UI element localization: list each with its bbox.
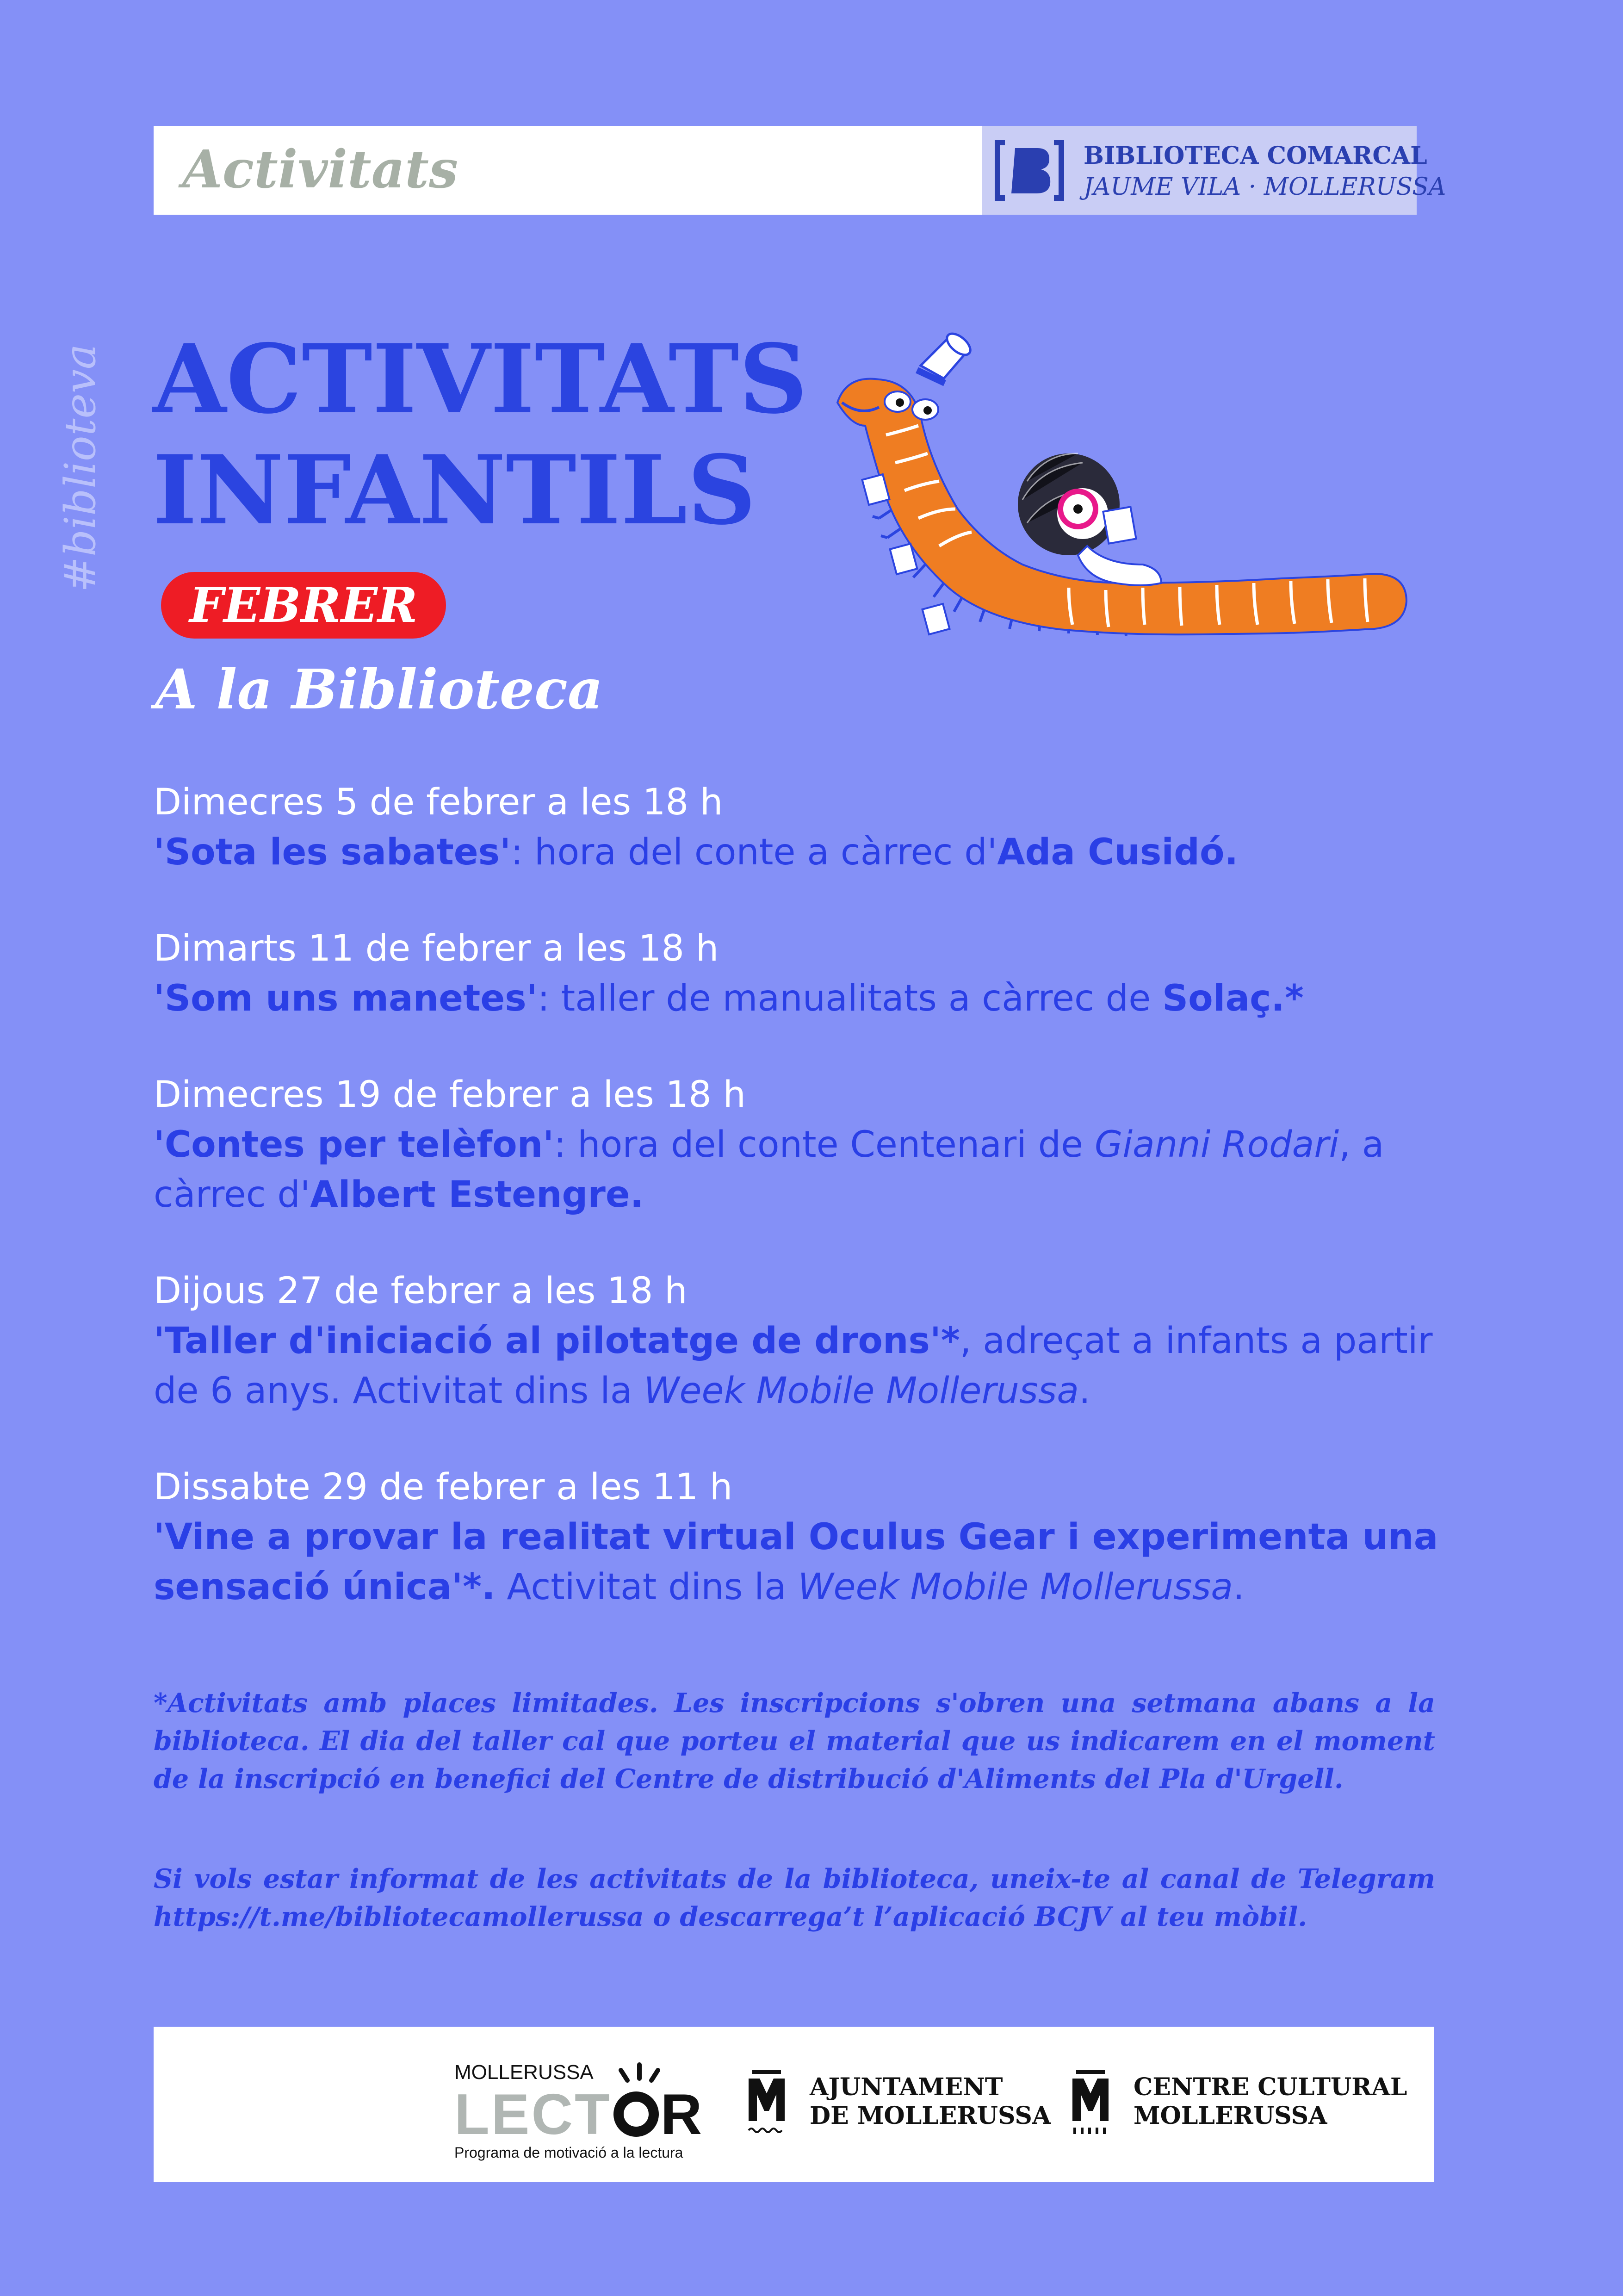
library-name-line2: JAUME VILA · MOLLERUSSA <box>1084 173 1446 201</box>
main-title-line2: INFANTILS <box>153 435 756 546</box>
worm-reading-illustration <box>810 324 1448 731</box>
mollerussa-lector-logo[interactable] <box>454 2061 704 2167</box>
event-item <box>154 924 1449 1024</box>
event-item <box>154 777 1449 877</box>
child-reading-icon <box>1018 453 1161 585</box>
event-description: 'Sota les sabates': hora del conte a càrrec d'Ada Cusidó. <box>154 832 1239 873</box>
event-guest: Albert Estengre. <box>310 1174 644 1216</box>
event-title: 'Taller d'iniciació al pilotatge de drons'* <box>154 1320 960 1362</box>
event-date: Dimarts 11 de febrer a les 18 h <box>154 928 719 969</box>
event-title: 'Sota les sabates' <box>154 832 511 873</box>
sun-rays-icon <box>612 2061 667 2089</box>
event-title: 'Contes per telèfon' <box>154 1124 554 1166</box>
event-date: Dimecres 5 de febrer a les 18 h <box>154 782 723 823</box>
ajuntament-m-logo-icon <box>746 2070 787 2140</box>
lector-wordmark: LECT R <box>454 2083 704 2147</box>
lector-o-icon <box>613 2091 659 2137</box>
centre-cultural-name[interactable]: CENTRE CULTURAL MOLLERUSSA <box>1134 2073 1407 2130</box>
lector-top-text: MOLLERUSSA <box>454 2061 594 2084</box>
telegram-note: Si vols estar informat de les activitats de la biblioteca, uneix-te al canal de Telegram https://t.me/bibliotecamollerussa o descarrega’t l’aplicació BCJV al teu mòbil. <box>154 1863 1435 1932</box>
event-item <box>154 1462 1449 1612</box>
footer-sponsors <box>154 2027 1434 2182</box>
ajuntament-name[interactable]: AJUNTAMENT DE MOLLERUSSA <box>810 2073 1051 2130</box>
event-description: 'Taller d'iniciació al pilotatge de drons'*, adreçat a infants a partir de 6 anys. Activitat dins la Week Mobile Mollerussa. <box>154 1320 1433 1412</box>
library-logo-icon <box>995 140 1064 201</box>
event-item <box>154 1070 1449 1220</box>
registration-note: *Activitats amb places limitades. Les inscripcions s'obren una setmana abans a la biblioteca. El dia del taller cal que porteu el material que us indicarem en el moment de la inscripció en benefici del Centre de distribució d'Aliments del Pla d'Urgell. <box>154 1688 1435 1794</box>
event-description: 'Vine a provar la realitat virtual Oculus Gear i experimenta una sensació única'*. Activitat dins la Week Mobile Mollerussa. <box>154 1516 1438 1608</box>
subtitle: A la Biblioteca <box>155 657 603 721</box>
main-title-line1: ACTIVITATS <box>153 324 808 435</box>
event-guest: Solaç.* <box>1162 978 1304 1019</box>
month-badge: FEBRER <box>161 572 446 639</box>
event-date: Dijous 27 de febrer a les 18 h <box>154 1270 688 1312</box>
library-name-line1: BIBLIOTECA COMARCAL <box>1084 142 1427 170</box>
event-title: 'Som uns manetes' <box>154 978 538 1019</box>
event-description: 'Som uns manetes': taller de manualitats a càrrec de Solaç.* <box>154 978 1304 1019</box>
hat-icon <box>917 329 974 383</box>
event-item <box>154 1266 1449 1416</box>
centre-cultural-m-logo-icon <box>1070 2070 1111 2140</box>
hashtag: #biblioteva <box>56 344 105 592</box>
event-description: 'Contes per telèfon': hora del conte Centenari de Gianni Rodari, a càrrec d'Albert Estengre. <box>154 1124 1384 1216</box>
event-title: 'Vine a provar la realitat virtual Oculus Gear i experimenta una sensació única'*. <box>154 1516 1438 1608</box>
events-list <box>154 777 1449 1658</box>
library-brand[interactable] <box>982 126 1446 215</box>
header-title: Activitats <box>182 139 458 200</box>
header-bar <box>154 126 1446 215</box>
main-title <box>153 324 807 546</box>
lector-subtitle: Programa de motivació a la lectura <box>454 2144 683 2161</box>
event-guest: Ada Cusidó. <box>997 832 1239 873</box>
event-date: Dissabte 29 de febrer a les 11 h <box>154 1466 733 1508</box>
event-date: Dimecres 19 de febrer a les 18 h <box>154 1074 746 1116</box>
